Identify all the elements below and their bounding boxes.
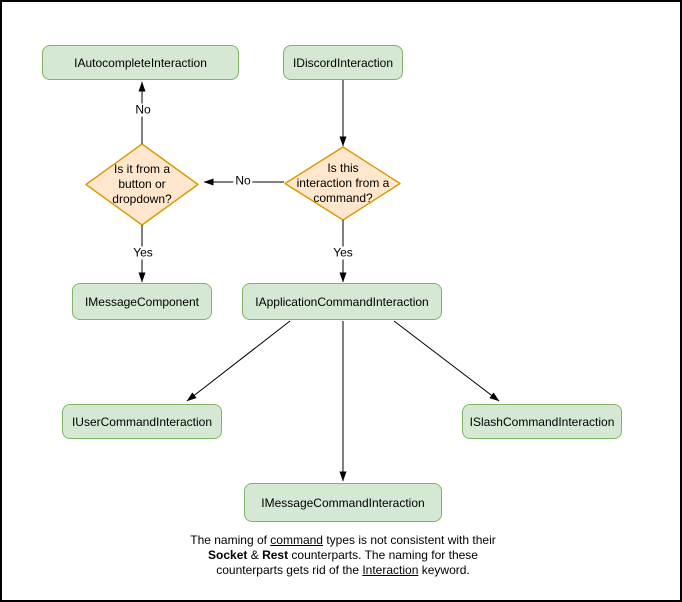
caption-line: counterparts gets rid of the Interaction keyword. — [216, 563, 470, 577]
decision-label-from-command: Is this interaction from a command? — [296, 161, 390, 205]
edge-label-no-top: No — [135, 102, 151, 117]
node-iusercommandinteraction — [62, 404, 222, 439]
node-label: IAutocompleteInteraction — [74, 55, 207, 70]
node-iautocompleteinteraction — [42, 45, 239, 80]
caption-line: The naming of command types is not consistent with their — [190, 533, 496, 547]
node-idiscordinteraction — [283, 45, 403, 80]
decision-label-button-dropdown: Is it from a button or dropdown? — [112, 162, 172, 206]
caption-line: Socket & Rest counterparts. The naming for these — [208, 548, 478, 562]
node-label: IMessageComponent — [84, 294, 200, 309]
node-label: ISlashCommandInteraction — [469, 414, 615, 429]
caption — [43, 533, 643, 578]
node-imessagecomponent — [72, 283, 212, 320]
edge-to-slashcommand — [394, 321, 499, 401]
edge-label-yes-right: Yes — [333, 245, 353, 260]
node-label: IMessageCommandInteraction — [261, 495, 425, 510]
edge-to-usercommand — [187, 321, 290, 401]
node-label: IApplicationCommandInteraction — [255, 294, 429, 309]
edge-label-yes-left: Yes — [133, 245, 153, 260]
node-islashcommandinteraction — [462, 404, 622, 439]
node-label: IUserCommandInteraction — [71, 414, 213, 429]
node-iapplicationcommandinteraction — [242, 283, 442, 320]
node-label: IDiscordInteraction — [292, 55, 394, 70]
edge-label-no-middle: No — [235, 173, 251, 188]
node-imessagecommandinteraction — [244, 483, 442, 522]
